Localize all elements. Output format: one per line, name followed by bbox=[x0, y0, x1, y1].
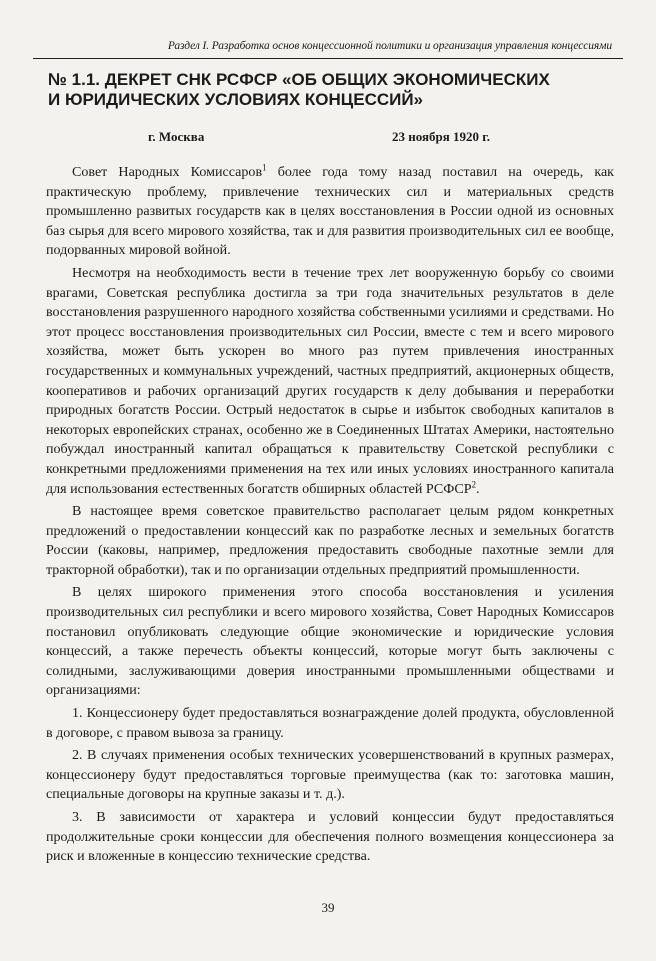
footnote-mark-2: 2 bbox=[471, 478, 477, 489]
footnote-mark-1: 1 bbox=[262, 162, 267, 173]
paragraph-2-text-b: . bbox=[476, 480, 480, 497]
document-title bbox=[48, 70, 618, 110]
place-label: г. Москва bbox=[148, 129, 205, 144]
document-body bbox=[46, 163, 614, 870]
list-item-3: 3. В зависимости от характера и условий концессии будут предоставляться продолжительные сроки концессии для обеспечения полного возмещения концессионера за риск и вложенные в концессию технические средства. bbox=[46, 809, 614, 865]
paragraph-4: В целях широкого применения этого способа восстановления и усиления производительных сил республики и всего мирового хозяйства, Совет Народных Комиссаров постановил опубликовать следующие общие экономические и юридические условия концессий, а также перечесть объекты концессий, которые могут быть заключены с солидными, заслуживающими доверия иностранными промышленными обществами и организациями: bbox=[46, 584, 614, 699]
title-line-1: № 1.1. ДЕКРЕТ СНК РСФСР «ОБ ОБЩИХ ЭКОНОМИЧЕСКИХ bbox=[48, 70, 550, 89]
date-label: 23 ноября 1920 г. bbox=[392, 129, 490, 144]
paragraph-2-text-a: Несмотря на необходимость вести в течение трех лет вооруженную борьбу со своими врагами, Советская республика достигла за три года значительных результатов в деле восстановления разрушенного народного хозяйства собственными усилиями и средствами. Но этот процесс восстановления производительных сил России, вместе с тем и всего мирового хозяйства, может быть ускорен во много раз путем привлечения иностранных государственных и коммунальных учреждений, частных предприятий, акционерных обществ, кооперативов и рабочих организаций других государств к делу добывания и переработки природных богатств России. Острый недостаток в сырье и избыток свободных капиталов в некоторых европейских странах, особенно же в Соединенных Штатах Америки, настоятельно побуждал иностранный капитал обращаться к правительству Советской республики с конкретными предложениями применения на тех или иных условиях иностранного капитала для использования естественных богатств обширных областей РСФСР bbox=[46, 264, 614, 497]
page-number: 39 bbox=[321, 900, 335, 915]
list-item-1: 1. Концессионеру будет предоставляться вознаграждение долей продукта, обусловленной в договоре, с правом вывоза за границу. bbox=[46, 705, 614, 741]
paragraph-1 bbox=[46, 163, 614, 261]
paragraph-3: В настоящее время советское правительство располагает целым рядом конкретных предложений о предоставлении концессий как по разработке лесных и земельных богатств России (каковы, например, предложения предоставить свободные пахотные земли для тракторной обработки), так и по организации отдельных предприятий промышленности. bbox=[46, 503, 614, 578]
paragraph-1-text-b: более года тому назад поставил на очередь, как практическую проблему, привлечение технических сил и материальных средств промышленно развитых государств как в целях восстановления в России одной из основных баз сырья для всего мирового хозяйства, так и для развития производительных сил ее вообще, подорванных мировой войной. bbox=[46, 164, 615, 259]
title-line-2: И ЮРИДИЧЕСКИХ УСЛОВИЯХ КОНЦЕССИЙ» bbox=[48, 90, 424, 109]
paragraph-2 bbox=[46, 264, 614, 499]
header-rule bbox=[33, 58, 623, 59]
list-item-2: 2. В случаях применения особых технических усовершенствований в крупных размерах, концессионеру будут предоставляться торговые преимущества (как то: заготовка машин, специальные договоры на крупные заказы и т. д.). bbox=[46, 747, 614, 803]
paragraph-1-text-a: Совет Народных Комиссаров bbox=[72, 164, 263, 180]
running-head: Раздел I. Разработка основ концессионной политики и организация управления концессиями bbox=[167, 40, 612, 52]
